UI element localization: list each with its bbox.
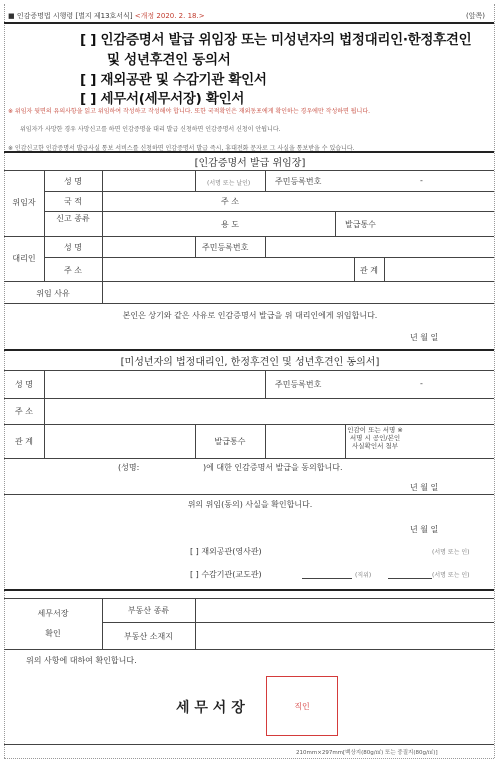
reason-label: 위임 사유 [36,289,70,298]
s1-line [4,170,494,171]
purpose-label: 용 도 [221,220,239,229]
delegator-label: 위임자 [12,198,36,207]
notes-divider [4,151,494,153]
s1-line [44,191,494,192]
paper-spec: 210mm×297mm[백상지(80g/㎡) 또는 중질지(80g/㎡)] [296,750,438,756]
page-border-right [494,4,495,758]
title-line-1: [ ] 인감증명서 발급 위임장 또는 미성년자의 법정대리인·한정후견인 [80,32,472,48]
s1-vline [195,236,196,257]
form-header [8,11,205,21]
report-type-label: 신고 종류 [56,214,90,223]
delegator-address-label: 주 소 [221,197,239,206]
agent-name-label: 성 명 [64,243,82,252]
delegation-statement: 본인은 상기와 같은 사유로 인감증명서 발급을 위 대리인에게 위임합니다. [122,311,378,320]
s4-line [4,649,494,650]
section2-title: [미성년자의 법정대리인, 한정후견인 및 성년후견인 동의서] [120,357,380,368]
s2-vline [44,370,45,458]
agent-rrn-label: 주민등록번호 [202,243,249,252]
form-revision: <개정 2020. 2. 18.> [134,12,205,20]
nationality-label: 국 적 [64,197,82,206]
delegation-date: 년 월 일 [410,333,439,342]
tax-office-label: 세무서장 [37,609,69,618]
s1-vline [335,211,336,236]
s3-bottom [4,589,494,591]
s1-vline [265,170,266,191]
footer-divider [4,744,494,745]
property-type-label: 부동산 종류 [127,606,170,615]
page-border-bottom [4,758,494,759]
consent-name-label: 성 명 [15,380,33,389]
agent-label: 대리인 [12,254,36,263]
issue-count-label: 발급통수 [345,220,376,229]
s2-line [4,458,494,459]
confirm-statement: 위의 위임(동의) 사실을 확인합니다. [187,500,313,509]
s1-line [4,303,494,304]
seal-note: 인감이 또는 서명 ※서명 시 공인/본인 사실확인서 첨부 [347,426,403,450]
section1-title: [인감증명서 발급 위임장] [194,158,306,169]
tax-office-chief: 세 무 서 장 [176,700,245,716]
relation-label: 관 계 [360,266,378,275]
s1-vline [265,236,266,257]
note-2: 위임자가 사망한 경우 사망신고를 하면 인감증명을 대리 발급 신청하면 인감증명서 신청이 안됩니다. [20,126,281,133]
confirm-date: 년 월 일 [410,525,439,534]
form-name: ■ 인감증명법 시행령 [별지 제13호서식] [8,12,133,20]
s2-line [4,370,494,371]
official-seal-label: 직인 [294,701,310,711]
s2-bottom [4,494,494,495]
consent-issue-count-label: 발급통수 [214,437,246,446]
delegator-sign-hint: (서명 또는 날인) [207,180,251,187]
sign-underline [388,578,432,579]
s1-line [4,281,494,282]
consent-rrn-label: 주민등록번호 [275,380,322,389]
title-line-4: [ ] 세무서(세무서장) 확인서 [80,91,245,107]
agent-address-label: 주 소 [64,266,82,275]
prison-sign-hint: (서명 또는 인) [432,572,470,579]
s2-vline [265,424,266,458]
consent-date: 년 월 일 [410,483,439,492]
note-3: ※ 인감신고한 인감증명서 발급사실 통보 서비스를 신청하면 인감증명서 발급 즉시, 휴대전화 문자로 그 사실을 통보받을 수 있습니다. [8,145,355,152]
embassy-sign-hint: (서명 또는 인) [432,549,470,556]
s1-vline [384,257,385,281]
s1-line [4,236,494,237]
s1-line [44,211,494,212]
position-underline [302,578,352,579]
s2-vline [265,370,266,398]
consent-relation-label: 관 계 [15,437,33,446]
tax-confirm-label: 확인 [45,629,61,638]
consent-prefix: (성명: [118,463,140,472]
consent-suffix: )에 대한 인감증명서 발급을 동의합니다. [203,463,343,472]
title-line-2: 및 성년후견인 동의서 [107,52,231,68]
official-seal-box [266,676,338,736]
delegator-rrn-dash: - [420,176,423,185]
s1-vline [102,170,103,303]
tax-confirm-statement: 위의 사항에 대하여 확인합니다. [26,656,137,665]
embassy-option: [ ] 재외공관(영사관) [190,547,262,556]
position-hint: (직위) [355,572,372,579]
s2-line [4,398,494,399]
s1-bottom [4,349,494,351]
s1-vline [195,170,196,191]
note-1: ※ 위임자 뒷면의 유의사항을 읽고 위임하여 작성하고 작성해야 합니다. 또한 국적확인은 재외동포에게 확인하는 경우에만 작성하면 됩니다. [8,108,371,115]
s4-top [4,598,494,599]
property-address-label: 부동산 소재지 [124,632,173,641]
s4-line [102,622,494,623]
s1-line [44,257,494,258]
title-line-3: [ ] 재외공관 및 수감기관 확인서 [80,72,267,88]
page-side: (앞쪽) [466,12,485,20]
delegator-name-label: 성 명 [64,177,82,186]
prison-option: [ ] 수감기관(교도관) [190,570,262,579]
s2-line [4,424,494,425]
consent-address-label: 주 소 [15,407,33,416]
s4-vline [195,598,196,649]
delegator-rrn-label: 주민등록번호 [275,177,322,186]
header-divider [4,22,494,24]
consent-rrn-dash: - [420,379,423,388]
